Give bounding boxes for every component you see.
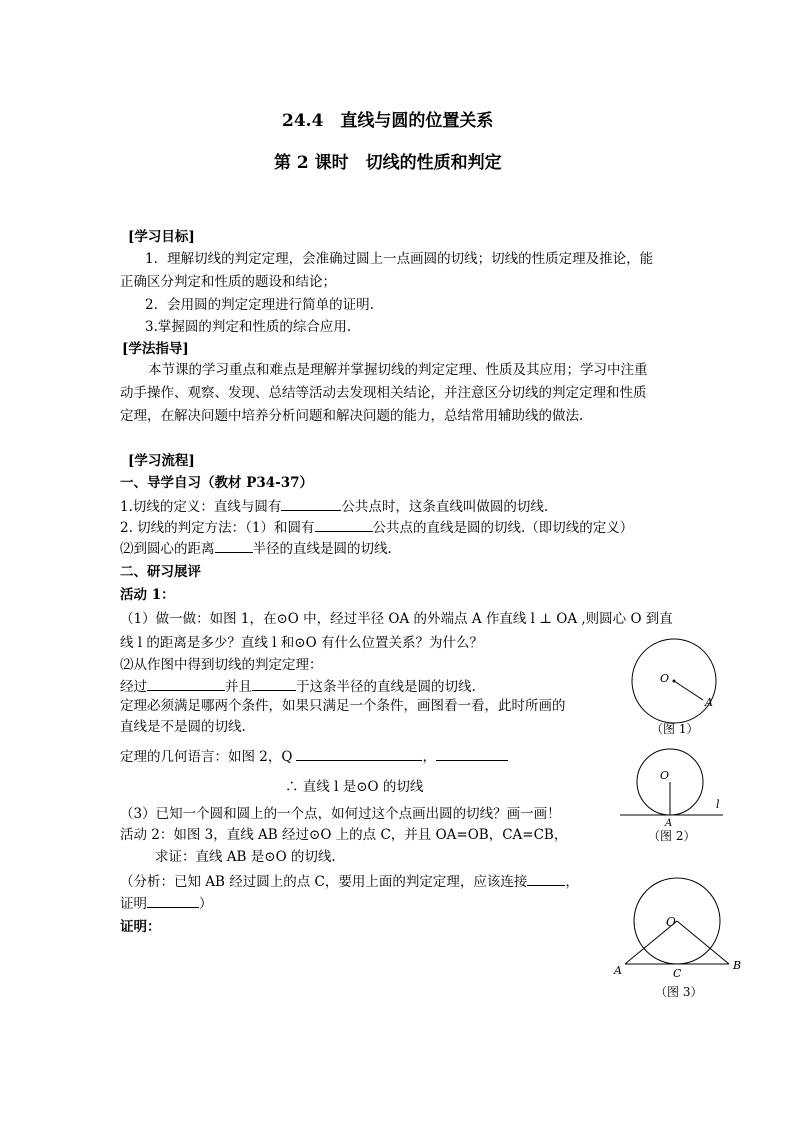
figure-1-radius [674,681,703,700]
blank-field[interactable] [527,872,565,886]
activity-2-line-2: 求证：直线 AB 是⊙O 的切线. [155,849,336,865]
figure-2-label-o: O [660,769,670,782]
figure-3-segment-ob [677,921,729,964]
activity-1-line-1: （1）做一做：如图 1，在⊙O 中，经过半径 OA 的外端点 A 作直线 l ⊥ OA ,则圆心 O 到直 [120,611,673,627]
goals-heading: [学习目标] [128,229,195,245]
activity-1-heading: 活动 1： [120,587,175,603]
analysis-line-1: （分析：已知 AB 经过圆上的点 C，要用上面的判定定理，应该连接 ， [120,874,579,890]
figure-2-caption: （图 2） [648,829,696,843]
page-subtitle: 第 2 课时 切线的性质和判定 [274,153,502,173]
figure-2 [615,746,730,846]
activity-1-theorem-prompt: ⑵从作图中得到切线的判定定理： [120,657,323,673]
geometry-conclusion: ∴ 直线 l 是⊙O 的切线 [285,779,424,795]
goal-2: 2．会用圆的判定定理进行简单的证明. [145,297,374,313]
geometry-language: 定理的几何语言：如图 2，Q ， [120,747,508,766]
method-line-1: 本节课的学习重点和难点是理解并掌握切线的判定定理、性质及其应用；学习中注重 [148,362,648,378]
activity-1-line-4: 定理必须满足哪两个条件，如果只满足一个条件，画图看一看，此时所画的 [120,698,566,714]
blank-field[interactable] [252,677,296,691]
blank-field[interactable] [215,539,253,553]
page-title: 24.4 直线与圆的位置关系 [282,111,494,131]
goal-3: 3.掌握圆的判定和性质的综合应用. [145,319,352,335]
blank-field[interactable] [147,894,199,908]
figure-1-label-a: A [705,696,713,709]
part-2-heading: 二、研习展评 [120,564,201,580]
question-3: ⑵到圆心的距离 半径的直线是圆的切线. [120,541,392,557]
figure-2-label-l: l [716,798,720,811]
process-heading: [学习流程] [128,453,195,469]
figure-3-caption: （图 3） [655,985,703,999]
analysis-line-2: 证明 ） [120,896,213,912]
figure-2-label-a: A [665,818,673,829]
blank-field[interactable] [436,747,508,761]
activity-1-line-2: 线 l 的距离是多少？直线 l 和⊙O 有什么位置关系？为什么？ [120,635,483,651]
method-line-2: 动手操作、观察、发现、总结等活动去发现相关结论，并注意区分切线的判定定理和性质 [120,385,647,401]
figure-3-label-o: O [666,915,676,929]
blank-field[interactable] [281,497,341,511]
goal-1-line-2: 正确区分判定和性质的题设和结论； [120,274,336,290]
activity-1-line-6: （3）已知一个圆和圆上的一个点，如何过这个点画出圆的切线？画一画！ [120,806,561,822]
blank-field[interactable] [296,747,422,761]
method-heading: [学法指导] [122,341,189,357]
figure-3-label-a: A [614,964,622,977]
blank-field[interactable] [147,677,225,691]
figure-3 [608,874,748,1002]
blank-field[interactable] [315,518,373,532]
goal-1-line-1: 1．理解切线的判定定理，会准确过圆上一点画圆的切线；切线的性质定理及推论，能 [145,251,654,267]
activity-1-line-5: 直线是不是圆的切线. [120,719,246,735]
method-line-3: 定理，在解决问题中培养分析问题和解决问题的能力，总结常用辅助线的做法. [120,408,584,424]
figure-1 [626,636,726,741]
part-1-heading: 一、导学自习（教材 P34-37） [120,475,314,491]
figure-3-label-b: B [733,959,742,972]
figure-1-caption: （图 1） [651,722,699,736]
proof-label: 证明： [120,919,161,935]
question-1: 1.切线的定义：直线与圆有 公共点时，这条直线叫做圆的切线. [120,499,549,515]
activity-2-line-1: 活动 2：如图 3，直线 AB 经过⊙O 上的点 C，并且 OA=OB，CA=CB， [120,827,568,843]
figure-1-center-dot [673,680,676,683]
figure-1-label-o: O [660,672,670,685]
activity-1-theorem-fill: 经过 并且 于这条半径的直线是圆的切线. [120,679,476,695]
figure-3-label-c: C [673,967,682,980]
question-2: 2. 切线的判定方法：（1）和圆有 公共点的直线是圆的切线.（即切线的定义） [120,520,634,536]
